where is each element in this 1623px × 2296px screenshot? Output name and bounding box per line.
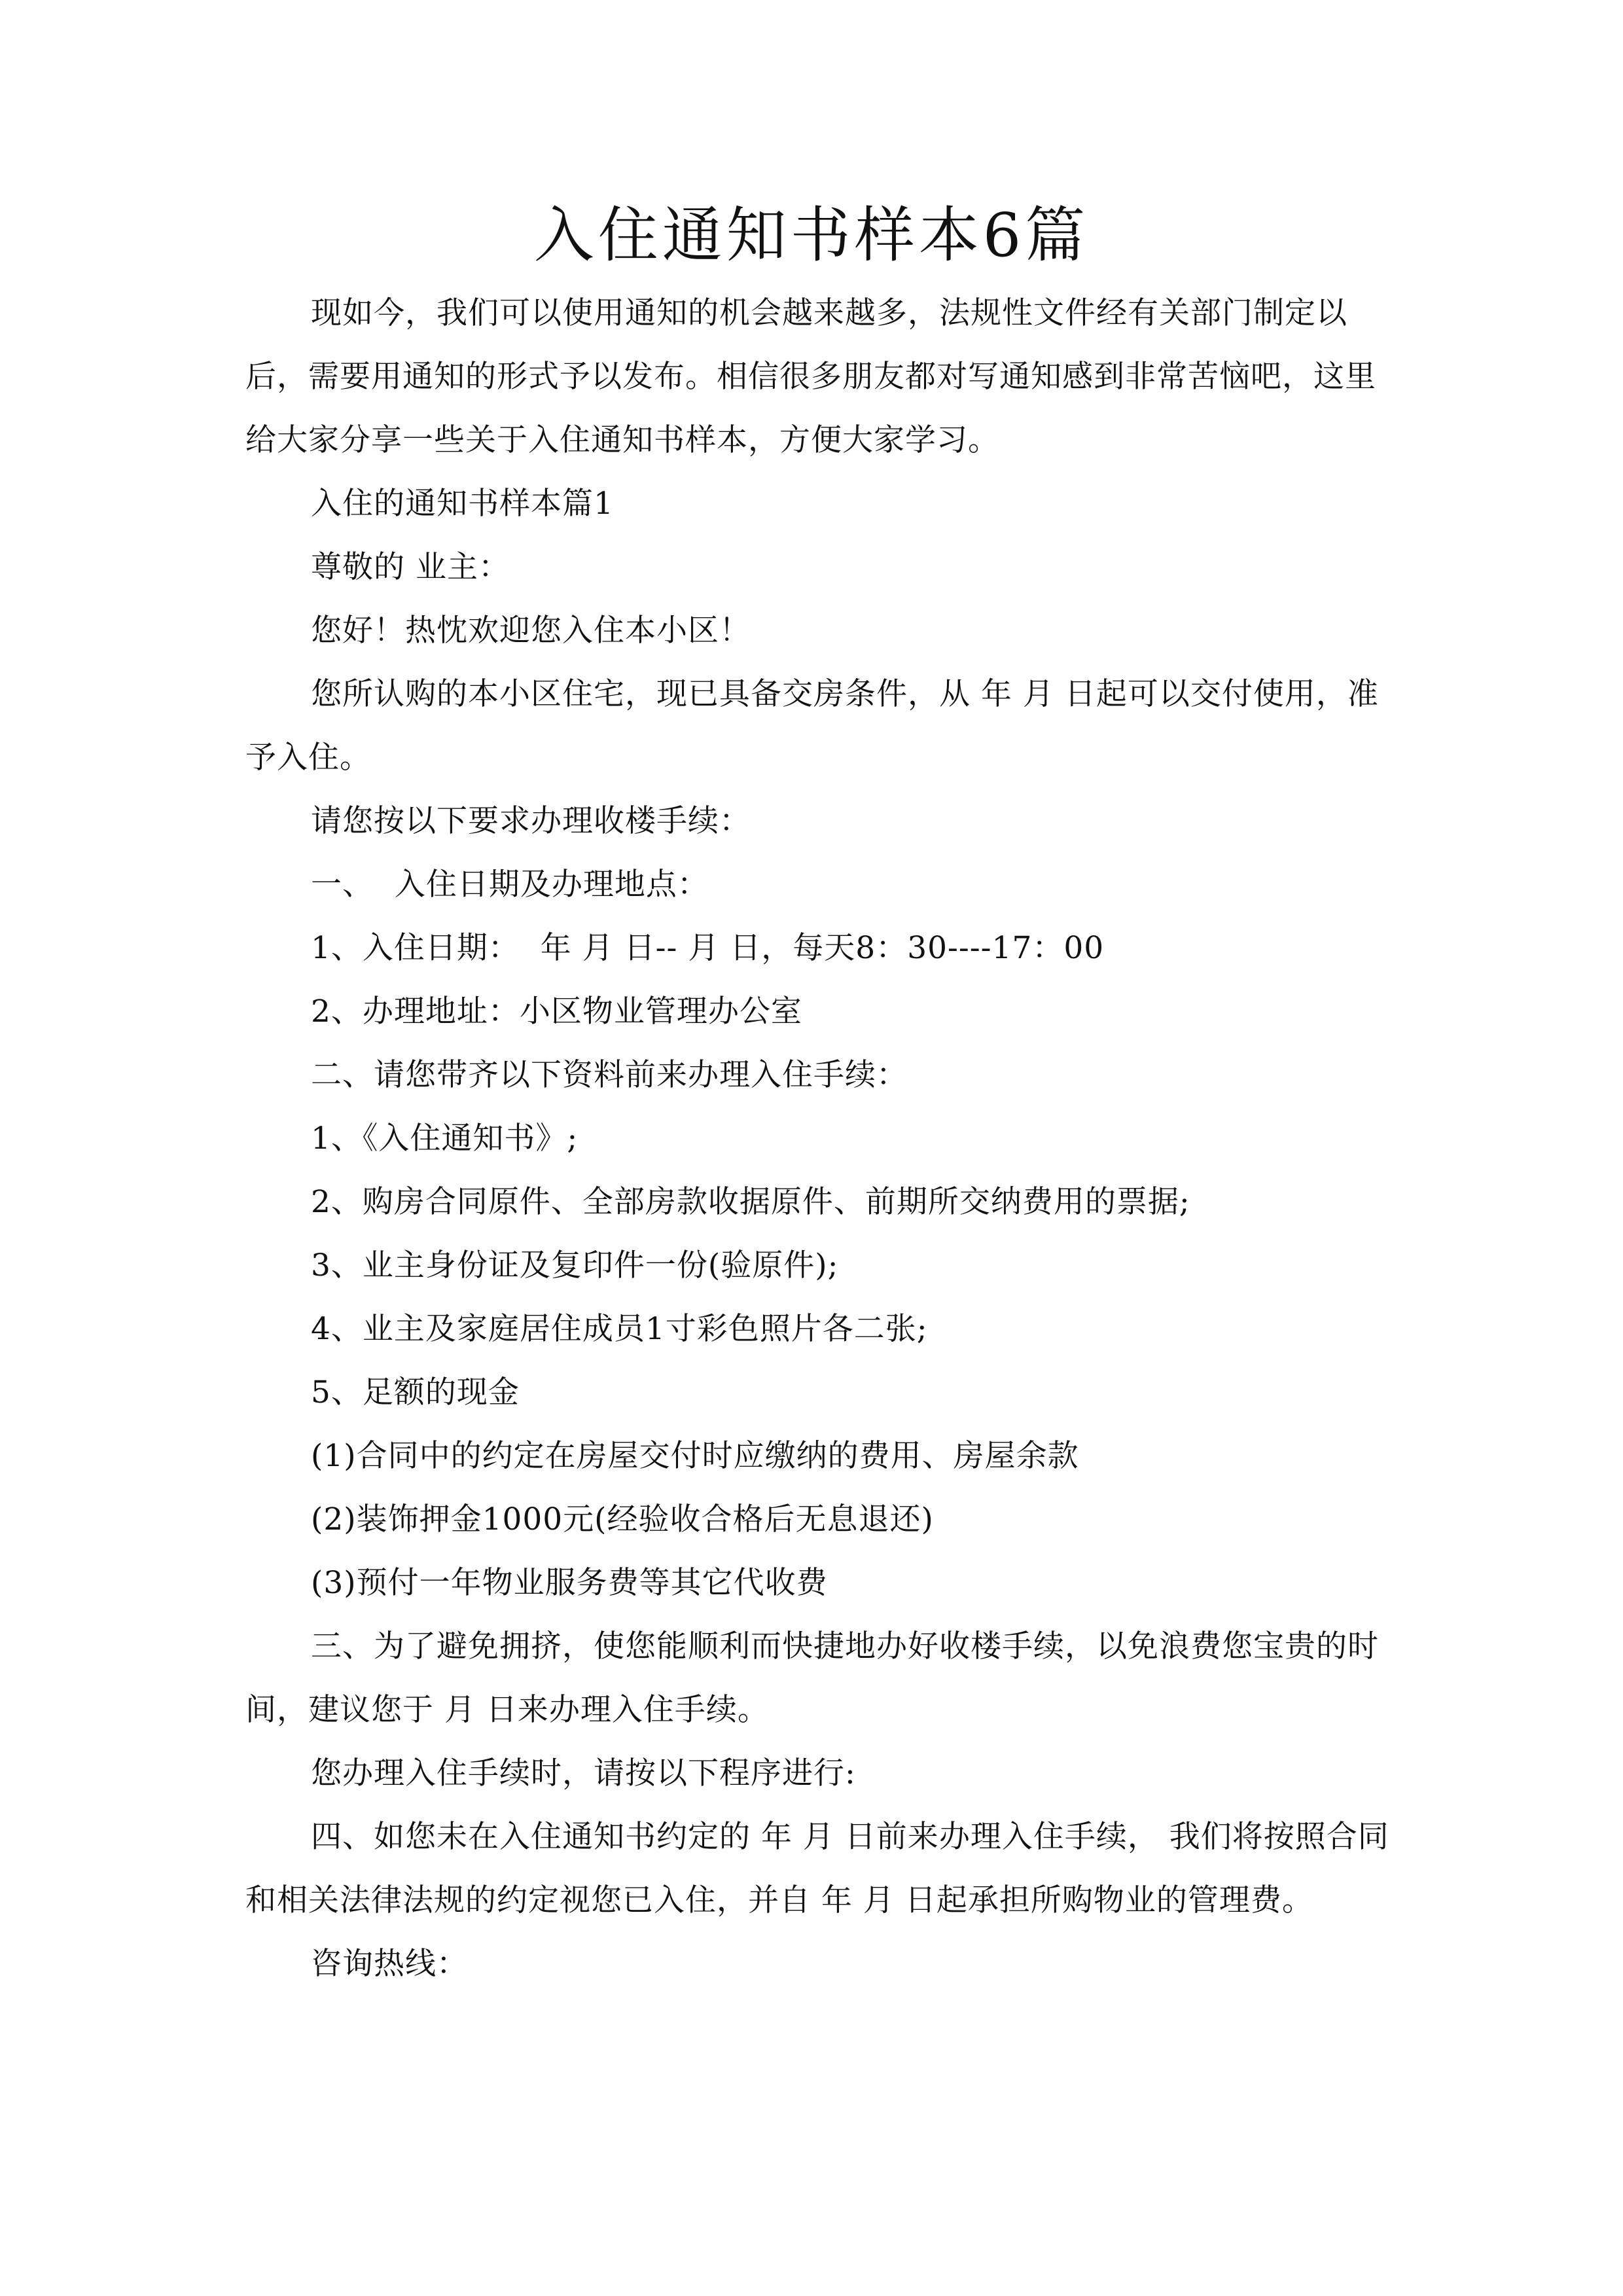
list-item: 3、业主身份证及复印件一份(验原件); (311, 1247, 839, 1283)
document-title: 入住通知书样本6篇 (533, 200, 1090, 270)
paragraph: 四、如您未在入住通知书约定的 年 月 日前来办理入住手续， 我们将按照合同和相关法律法规的约定视您已入住，并自 年 月 日起承担所购物业的管理费。 (245, 1819, 1389, 1918)
paragraph: 您所认购的本小区住宅，现已具备交房条件，从 年 月 日起可以交付使用，准予入住。 (245, 676, 1379, 776)
paragraph: 您办理入住手续时，请按以下程序进行: (311, 1755, 856, 1791)
paragraph: 三、为了避免拥挤，使您能顺利而快捷地办好收楼手续，以免浪费您宝贵的时间，建议您于 月 日来办理入住手续。 (245, 1628, 1379, 1728)
hotline-label: 咨询热线： (311, 1946, 468, 1982)
sub-list-item: (1)合同中的约定在房屋交付时应缴纳的费用、房屋余款 (311, 1438, 1079, 1474)
salutation: 尊敬的 业主： (311, 549, 510, 585)
list-item: 5、足额的现金 (311, 1374, 520, 1410)
document-body (245, 281, 1394, 1996)
sub-list-item: (2)装饰押金1000元(经验收合格后无息退还) (311, 1501, 934, 1537)
list-item: 1、《入住通知书》; (311, 1121, 579, 1157)
paragraph: 请您按以下要求办理收楼手续： (311, 803, 751, 839)
paragraph-intro: 现如今，我们可以使用通知的机会越来越多，法规性文件经有关部门制定以后，需要用通知的形式予以发布。相信很多朋友都对写通知感到非常苦恼吧，这里给大家分享一些关于入住通知书样本，方便大家学习。 (245, 295, 1376, 458)
sub-list-item: (3)预付一年物业服务费等其它代收费 (311, 1565, 828, 1601)
list-heading: 一、 入住日期及办理地点： (311, 867, 709, 903)
list-item: 1、入住日期： 年 月 日-- 月 日，每天8：30----17：00 (311, 930, 1105, 966)
list-heading: 二、请您带齐以下资料前来办理入住手续： (311, 1057, 908, 1093)
list-item: 2、办理地址：小区物业管理办公室 (311, 994, 802, 1030)
list-item: 2、购房合同原件、全部房款收据原件、前期所交纳费用的票据; (311, 1184, 1190, 1220)
greeting: 您好！热忱欢迎您入住本小区！ (311, 613, 751, 649)
list-item: 4、业主及家庭居住成员1寸彩色照片各二张; (311, 1311, 928, 1347)
section-heading: 入住的通知书样本篇1 (311, 486, 614, 522)
